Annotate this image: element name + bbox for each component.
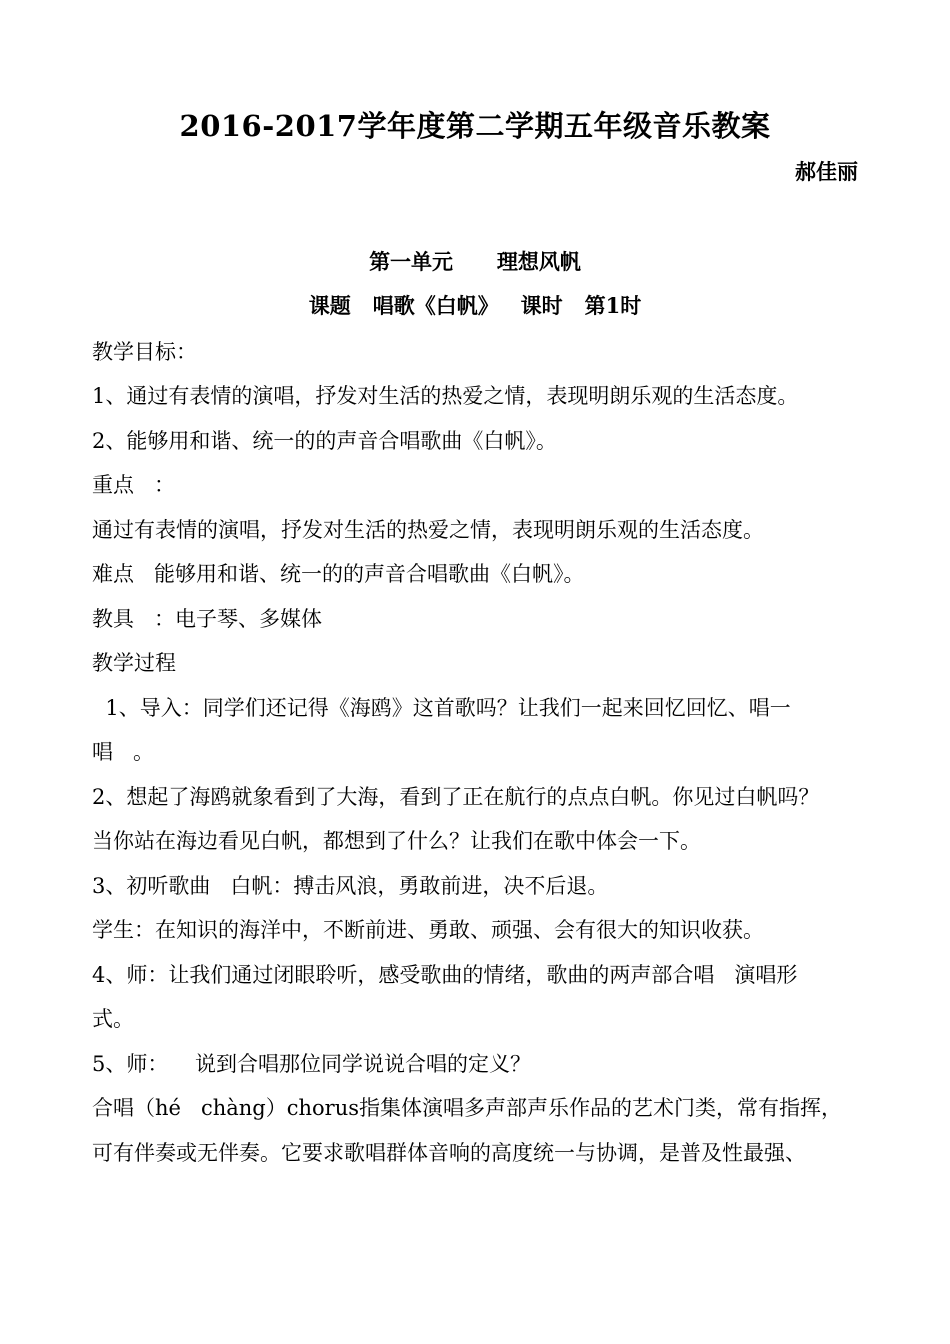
text-line: 唱 。 bbox=[92, 740, 155, 764]
text-line: 难点 能够用和谐、统一的的声音合唱歌曲《白帆》。 bbox=[92, 562, 585, 586]
text-line: 1、导入：同学们还记得《海鸥》这首歌吗？让我们一起来回忆回忆、唱一 bbox=[92, 696, 791, 720]
text-line: 可有伴奏或无伴奏。它要求歌唱群体音响的高度统一与协调，是普及性最强、 bbox=[92, 1141, 806, 1165]
text-line: 教学目标： bbox=[92, 340, 197, 364]
text-line: 1、通过有表情的演唱，抒发对生活的热爱之情，表现明朗乐观的生活态度。 bbox=[92, 384, 799, 408]
text-line: 教具 ：电子琴、多媒体 bbox=[92, 607, 323, 631]
text-line: 5、师： 说到合唱那位同学说说合唱的定义？ bbox=[92, 1052, 532, 1076]
document-title: 2016-2017学年度第二学期五年级音乐教案 bbox=[179, 109, 771, 143]
text-line: 2、想起了海鸥就象看到了大海，看到了正在航行的点点白帆。你见过白帆吗？ bbox=[92, 785, 820, 809]
author-name: 郝佳丽 bbox=[795, 159, 858, 184]
unit-heading: 第一单元 理想风帆 bbox=[369, 249, 581, 274]
text-line: 3、初听歌曲 白帆：搏击风浪，勇敢前进，决不后退。 bbox=[92, 874, 609, 898]
text-line: 4、师：让我们通过闭眼聆听，感受歌曲的情绪，歌曲的两声部合唱 演唱形 bbox=[92, 963, 798, 987]
lesson-heading: 课题 唱歌《白帆》 课时 第1时 bbox=[308, 293, 642, 318]
text-line: 式。 bbox=[92, 1007, 134, 1031]
text-line: 2、能够用和谐、统一的的声音合唱歌曲《白帆》。 bbox=[92, 429, 557, 453]
text-line: 重点 ： bbox=[92, 473, 176, 497]
text-line: 合唱（hé chàng）chorus指集体演唱多声部声乐作品的艺术门类，常有指挥， bbox=[92, 1096, 843, 1120]
text-line: 通过有表情的演唱，抒发对生活的热爱之情，表现明朗乐观的生活态度。 bbox=[92, 518, 764, 542]
text-line: 当你站在海边看见白帆，都想到了什么？让我们在歌中体会一下。 bbox=[92, 829, 701, 853]
text-line: 教学过程 bbox=[92, 651, 176, 675]
text-line: 学生：在知识的海洋中，不断前进、勇敢、顽强、会有很大的知识收获。 bbox=[92, 918, 764, 942]
